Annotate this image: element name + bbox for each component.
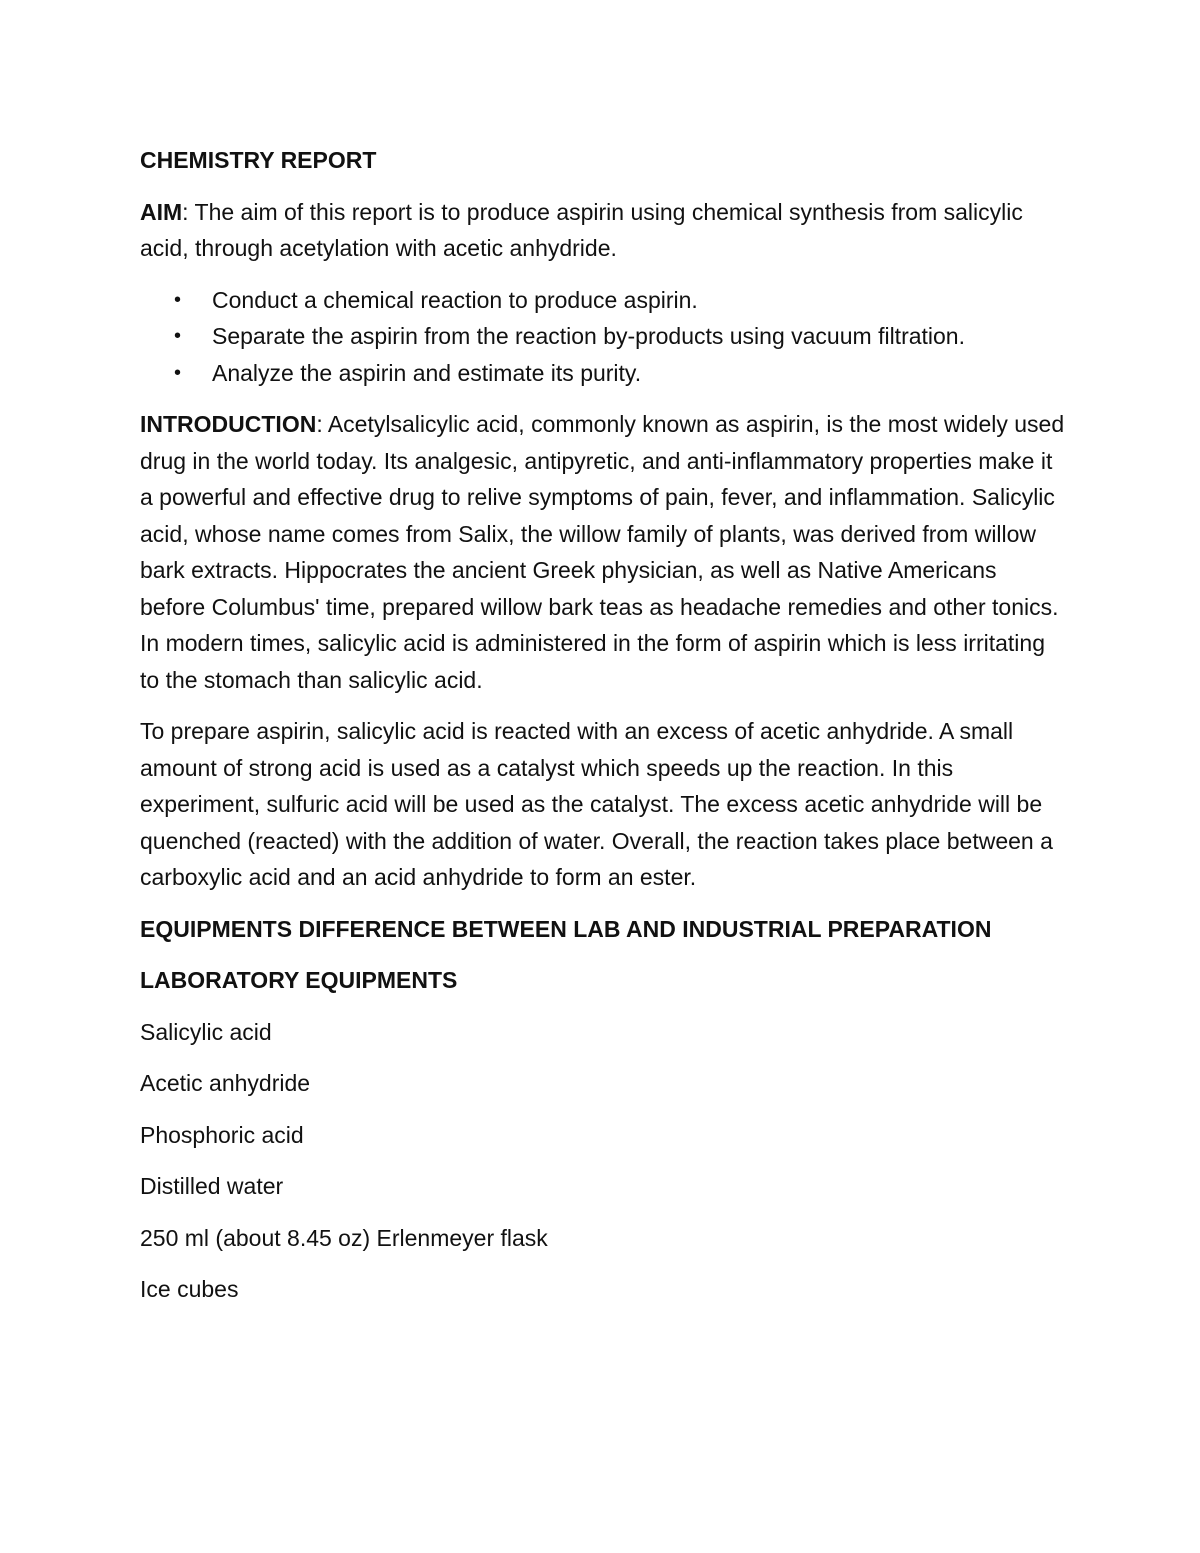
equipment-difference-heading: EQUIPMENTS DIFFERENCE BETWEEN LAB AND INDUSTRIAL PREPARATION: [140, 915, 992, 942]
equipment-item: Distilled water: [140, 1173, 284, 1199]
introduction-text: Acetylsalicylic acid, commonly known as aspirin, is the most widely used drug in the world today. Its analgesic, antipyretic, and anti-inflammatory properties make it a powerful and effective drug to relive symptoms of pain, fever, and inflammation. Salicylic acid, whose name comes from Salix, the willow family of plants, was derived from willow bark extracts. Hippocrates the ancient Greek physician, as well as Native Americans before Columbus' time, prepared willow bark teas as headache remedies and other tonics. In modern times, salicylic acid is administered in the form of aspirin which is less irritating to the stomach than salicylic acid.: [140, 411, 1065, 693]
bullet-icon: •: [174, 325, 182, 347]
introduction-separator: :: [316, 411, 323, 437]
aim-text: The aim of this report is to produce aspirin using chemical synthesis from salicylic acid, through acetylation with acetic anhydride.: [140, 198, 1023, 261]
aim-list-item: [140, 318, 1065, 355]
aim-list-item: [140, 282, 1065, 319]
laboratory-equipment-heading: LABORATORY EQUIPMENTS: [140, 967, 458, 993]
introduction-paragraph: [140, 406, 1065, 698]
aim-list: [140, 282, 1065, 392]
equipment-item: Acetic anhydride: [140, 1070, 311, 1096]
document-body: [140, 142, 1065, 1323]
equipment-item: Phosphoric acid: [140, 1121, 304, 1148]
equipment-item: Ice cubes: [140, 1276, 239, 1302]
equipment-item: Salicylic acid: [140, 1018, 272, 1045]
aim-label: AIM: [140, 198, 183, 225]
aim-list-item-text: Conduct a chemical reaction to produce aspirin.: [212, 286, 698, 313]
aim-separator: :: [182, 198, 189, 225]
bullet-icon: •: [174, 288, 182, 311]
aim-paragraph: [140, 194, 1065, 267]
equipment-item: 250 ml (about 8.45 oz) Erlenmeyer flask: [140, 1224, 548, 1251]
report-title: CHEMISTRY REPORT: [140, 147, 377, 173]
aim-list-item-text: Analyze the aspirin and estimate its purity.: [212, 359, 642, 386]
introduction-label: INTRODUCTION: [140, 411, 317, 437]
bullet-icon: •: [174, 361, 182, 384]
preparation-paragraph: To prepare aspirin, salicylic acid is reacted with an excess of acetic anhydride. A small amount of strong acid is used as a catalyst which speeds up the reaction. In this experiment, sulfuric acid will be used as the catalyst. The excess acetic anhydride will be quenched (reacted) with the addition of water. Overall, the reaction takes place between a carboxylic acid and an acid anhydride to form an ester.: [140, 718, 1053, 890]
aim-list-item-text: Separate the aspirin from the reaction by-products using vacuum filtration.: [212, 323, 965, 349]
aim-list-item: [140, 355, 1065, 392]
